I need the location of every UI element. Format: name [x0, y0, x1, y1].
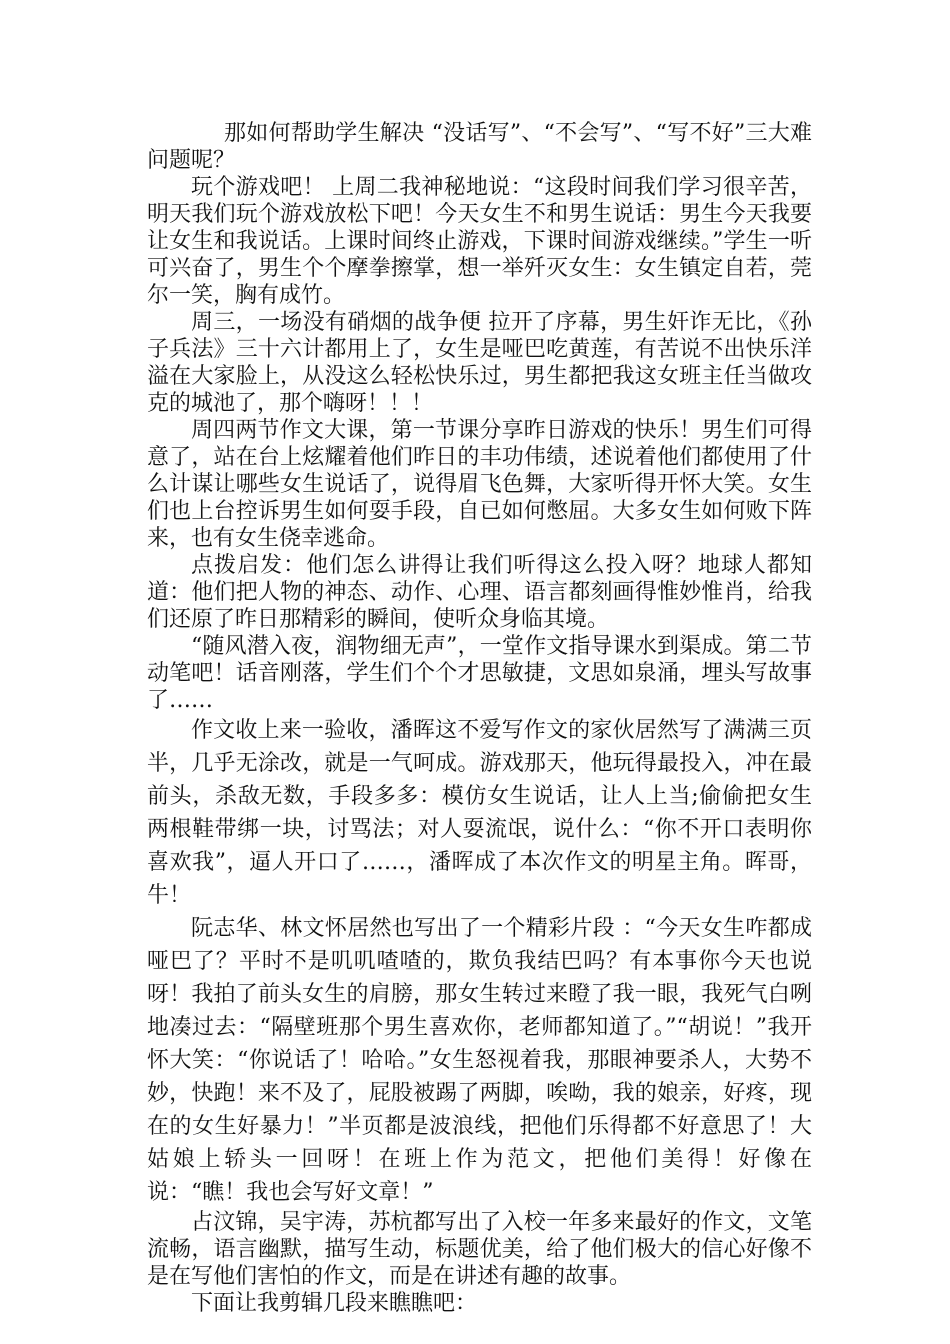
- paragraph-guidance: 点拨启发：他们怎么讲得让我们听得这么投入呀？地球人都知道：他们把人物的神态、动作、心理、语言都刻画得惟妙惟肖，给我们还原了昨日那精彩的瞬间，使听众身临其境。: [147, 553, 812, 632]
- paragraph-panhui: 作文收上来一验收，潘晖这不爱写作文的家伙居然写了满满三页半，几乎无涂改，就是一气呵成。游戏那天，他玩得最投入，冲在最前头，杀敌无数，手段多多：模仿女生说话，让人上当;偷偷把女生两根鞋带绑一块，讨骂法；对人耍流氓，说什么：“你不开口表明你喜欢我”，逼人开口了……，潘晖成了本次作文的明星主角。晖哥，牛！: [147, 718, 812, 908]
- paragraph-wednesday: 周三，一场没有硝烟的战争便 拉开了序幕，男生奸诈无比，《孙子兵法》三十六计都用上了，女生是哑巴吃黄莲，有苦说不出快乐洋溢在大家脸上，从没这么轻松快乐过，男生都把我这女班主任当做攻克的城池了，那个嗨呀！！！: [147, 310, 812, 416]
- paragraph-others: 占汶锦，吴宇涛，苏杭都写出了入校一年多来最好的作文，文笔流畅，语言幽默，描写生动，标题优美，给了他们极大的信心好像不是在写他们害怕的作文，而是在讲述有趣的故事。: [147, 1210, 812, 1289]
- paragraph-thursday: 周四两节作文大课，第一节课分享昨日游戏的快乐！男生们可得意了，站在台上炫耀着他们昨日的丰功伟绩，述说着他们都使用了什么计谋让哪些女生说话了，说得眉飞色舞，大家听得开怀大笑。女生们也上台控诉男生如何耍手段，自已如何憋屈。大多女生如何败下阵来，也有女生侥幸逃命。: [147, 418, 812, 551]
- paragraph-excerpts: 下面让我剪辑几段来瞧瞧吧：: [191, 1291, 478, 1316]
- paragraph-ruan-lin: 阮志华、林文怀居然也写出了一个精彩片段 ：“今天女生咋都成哑巴了？平时不是叽叽喳喳的，欺负我结巴吗？有本事你今天也说呀！我拍了前头女生的肩膀，那女生转过来瞪了我一眼，我死气白咧地凑过去：“隔壁班那个男生喜欢你，老师都知道了。”“胡说！”我开怀大笑：“你说话了！哈哈。”女生怒视着我，那眼神要杀人，大势不妙，快跑！来不及了，屁股被踢了两脚，唉呦，我的娘亲，好疼，现在的女生好暴力！”半页都是波浪线，把他们乐得都不好意思了！大姑娘上轿头一回呀！在班上作为范文，把他们美得！好像在说：“瞧！我也会写好文章！”: [147, 916, 812, 1205]
- paragraph-game-intro: 玩个游戏吧！ 上周二我神秘地说：“这段时间我们学习很辛苦，明天我们玩个游戏放松下吧！今天女生不和男生说话：男生今天我要让女生和我说话。上课时间终止游戏，下课时间游戏继续。”学生一听可兴奋了，男生个个摩拳擦掌，想一举歼灭女生：女生镇定自若，莞尔一笑，胸有成竹。: [147, 175, 812, 308]
- paragraph-writing: “随风潜入夜，润物细无声”，一堂作文指导课水到渠成。第二节动笔吧！话音刚落，学生们个个才思敏捷，文思如泉涌，埋头写故事了……: [147, 634, 812, 713]
- paragraph-question: 那如何帮助学生解决 “没话写”、“不会写”、“写不好”三大难问题呢？: [147, 121, 812, 173]
- document-page: [147, 120, 812, 1317]
